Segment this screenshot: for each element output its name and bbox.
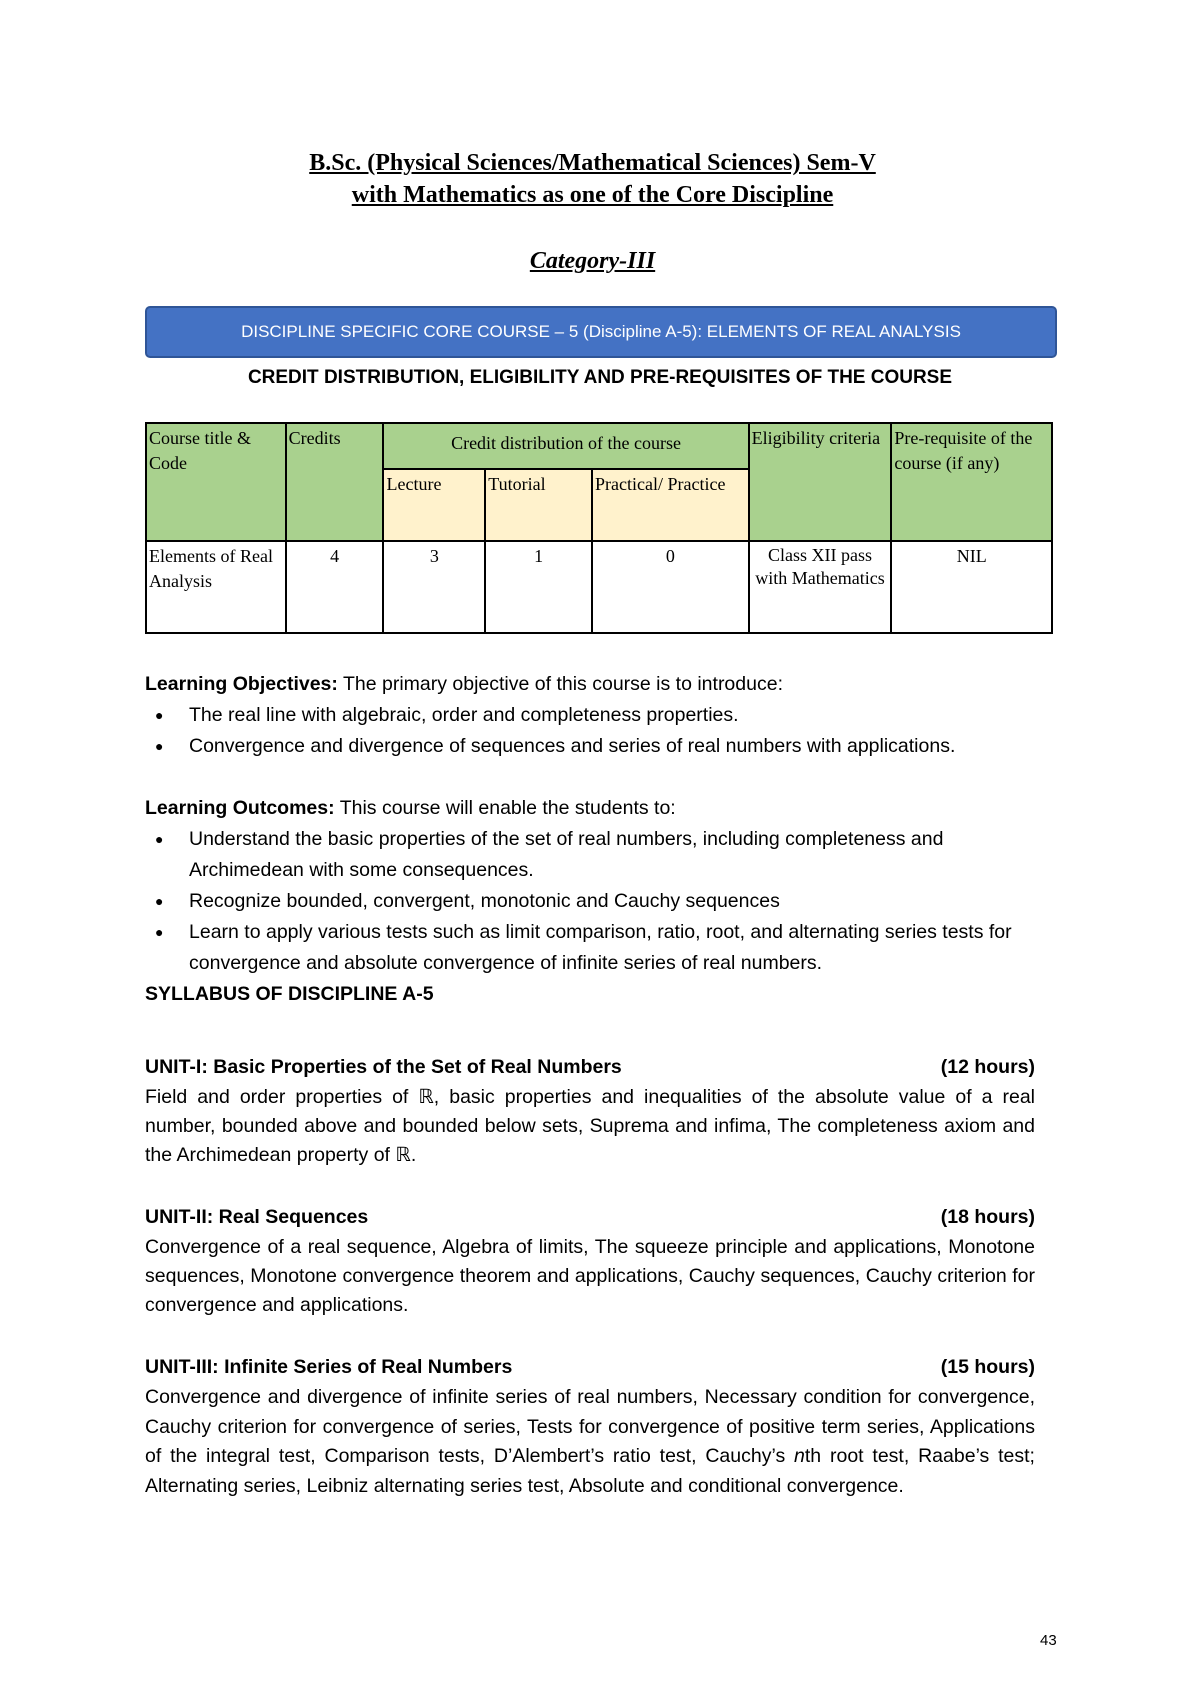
cell-tutorial: 1 bbox=[485, 541, 592, 633]
header-tutorial: Tutorial bbox=[485, 469, 592, 541]
unit-3-title: UNIT-III: Infinite Series of Real Numbers bbox=[145, 1356, 513, 1378]
course-banner-text: DISCIPLINE SPECIFIC CORE COURSE – 5 (Discipline A-5): ELEMENTS OF REAL ANALYSIS bbox=[241, 322, 961, 341]
list-item: ● Recognize bounded, convergent, monotonic and Cauchy sequences bbox=[145, 886, 1035, 917]
learning-outcomes-intro: This course will enable the students to: bbox=[334, 797, 676, 819]
table-header-row bbox=[146, 423, 1052, 469]
unit-2-section bbox=[145, 1202, 1035, 1320]
credit-distribution-table bbox=[145, 422, 1053, 634]
unit-2-title: UNIT-II: Real Sequences bbox=[145, 1206, 369, 1228]
list-item: ● Understand the basic properties of the set of real numbers, including completeness and Archimedean with some consequences. bbox=[145, 824, 1035, 886]
header-lecture: Lecture bbox=[383, 469, 485, 541]
cell-credits: 4 bbox=[286, 541, 384, 633]
unit-1-section bbox=[145, 1052, 1035, 1170]
header-credit-distribution: Credit distribution of the course bbox=[383, 423, 748, 469]
header-course-title: Course title & Code bbox=[146, 423, 286, 541]
cell-lecture: 3 bbox=[383, 541, 485, 633]
list-item: ● The real line with algebraic, order and completeness properties. bbox=[145, 700, 1035, 731]
list-item: ● Convergence and divergence of sequences and series of real numbers with applications. bbox=[145, 731, 1035, 762]
unit-3-body-part2: th root test, Raabe’s test; Alternating series, Leibniz alternating series test, Absolute and conditional convergence. bbox=[145, 1445, 1035, 1497]
cell-practical: 0 bbox=[592, 541, 749, 633]
unit-1-hours: (12 hours) bbox=[940, 1056, 1035, 1078]
learning-objectives-list bbox=[145, 700, 1035, 762]
cell-course-title: Elements of Real Analysis bbox=[146, 541, 286, 633]
page-number: 43 bbox=[1040, 1632, 1057, 1649]
unit-3-section bbox=[145, 1352, 1035, 1501]
learning-objectives-intro: The primary objective of this course is to introduce: bbox=[337, 673, 783, 695]
unit-3-body bbox=[145, 1383, 1035, 1501]
table-row bbox=[146, 541, 1052, 633]
unit-2-hours: (18 hours) bbox=[940, 1206, 1035, 1228]
unit-3-body-italic: n bbox=[794, 1445, 805, 1467]
header-credits: Credits bbox=[286, 423, 384, 541]
header-eligibility: Eligibility criteria bbox=[749, 423, 892, 541]
cell-prerequisite: NIL bbox=[891, 541, 1052, 633]
document-title-line2: with Mathematics as one of the Core Discipline bbox=[351, 182, 834, 208]
learning-outcomes-label: Learning Outcomes: bbox=[145, 797, 335, 819]
unit-1-title: UNIT-I: Basic Properties of the Set of Real Numbers bbox=[145, 1056, 622, 1078]
header-practical: Practical/ Practice bbox=[592, 469, 749, 541]
document-title-line1: B.Sc. (Physical Sciences/Mathematical Sciences) Sem-V bbox=[309, 150, 876, 176]
learning-outcomes-section bbox=[145, 793, 1035, 1010]
cell-eligibility: Class XII pass with Mathematics bbox=[749, 541, 892, 633]
learning-outcomes-list bbox=[145, 824, 1035, 979]
category-heading: Category-III bbox=[529, 248, 656, 274]
credit-distribution-heading: CREDIT DISTRIBUTION, ELIGIBILITY AND PRE-REQUISITES OF THE COURSE bbox=[247, 367, 953, 388]
course-banner bbox=[145, 306, 1057, 358]
unit-3-hours: (15 hours) bbox=[940, 1356, 1035, 1378]
unit-2-body: Convergence of a real sequence, Algebra of limits, The squeeze principle and applications, Monotone sequences, Monotone convergence theorem and applications, Cauchy sequences, Cauchy criterion for convergence and applications. bbox=[145, 1236, 1035, 1316]
syllabus-heading: SYLLABUS OF DISCIPLINE A-5 bbox=[145, 983, 434, 1005]
unit-3-body-part1: Convergence and divergence of infinite series of real numbers, Necessary condition for convergence, Cauchy criterion for convergence of series, Tests for convergence of positive term series, Applications of the integral test, Comparison tests, D’Alembert’s ratio test, Cauchy’s bbox=[145, 1386, 1035, 1467]
unit-1-body: Field and order properties of ℝ, basic properties and inequalities of the absolute value of a real number, bounded above and bounded below sets, Suprema and infima, The completeness axiom and the Archimedean property of ℝ. bbox=[145, 1086, 1035, 1166]
learning-objectives-label: Learning Objectives: bbox=[145, 673, 338, 695]
list-item: ● Learn to apply various tests such as limit comparison, ratio, root, and alternating series tests for convergence and absolute convergence of infinite series of real numbers. bbox=[145, 917, 1035, 979]
learning-objectives-section bbox=[145, 669, 1035, 762]
header-prerequisite: Pre-requisite of the course (if any) bbox=[891, 423, 1052, 541]
